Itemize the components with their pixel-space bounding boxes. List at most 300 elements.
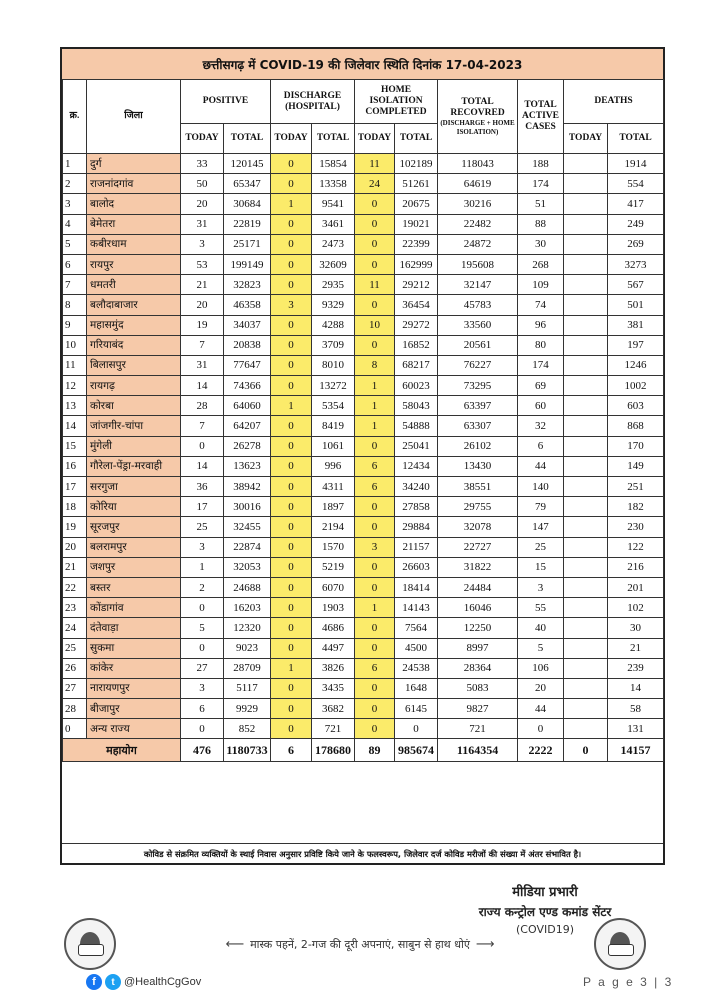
cell-death-today bbox=[564, 699, 608, 719]
cell-active: 20 bbox=[518, 678, 564, 698]
table-row bbox=[63, 618, 664, 638]
cell-dis-today: 0 bbox=[271, 497, 312, 517]
cell-hi-today: 6 bbox=[355, 658, 395, 678]
table-row bbox=[63, 234, 664, 254]
cell-recovered: 76227 bbox=[438, 355, 518, 375]
table-row bbox=[63, 658, 664, 678]
header-deaths: DEATHS bbox=[564, 80, 664, 124]
total-death-total: 14157 bbox=[608, 739, 664, 762]
header-home-isolation: HOME ISOLATION COMPLETED bbox=[355, 80, 438, 124]
cell-recovered: 31822 bbox=[438, 557, 518, 577]
row-district: कबीरधाम bbox=[87, 234, 181, 254]
cell-active: 5 bbox=[518, 638, 564, 658]
row-district: सुकमा bbox=[87, 638, 181, 658]
cell-death-today bbox=[564, 254, 608, 274]
cell-active: 44 bbox=[518, 699, 564, 719]
row-district: कांकेर bbox=[87, 658, 181, 678]
cell-hi-today: 0 bbox=[355, 517, 395, 537]
header-total-recovered bbox=[438, 80, 518, 154]
cell-dis-today: 0 bbox=[271, 416, 312, 436]
table-row bbox=[63, 638, 664, 658]
cell-dis-today: 0 bbox=[271, 598, 312, 618]
cell-death-today bbox=[564, 275, 608, 295]
cell-death-today bbox=[564, 598, 608, 618]
cell-death-total: 230 bbox=[608, 517, 664, 537]
cell-hi-total: 24538 bbox=[395, 658, 438, 678]
cell-pos-today: 14 bbox=[181, 456, 224, 476]
cell-pos-today: 28 bbox=[181, 396, 224, 416]
row-sno: 9 bbox=[63, 315, 87, 335]
cell-pos-total: 25171 bbox=[224, 234, 271, 254]
cell-dis-total: 3461 bbox=[312, 214, 355, 234]
cell-recovered: 33560 bbox=[438, 315, 518, 335]
cell-dis-today: 0 bbox=[271, 315, 312, 335]
arrow-right-icon: ⟶ bbox=[475, 936, 495, 952]
cell-death-today bbox=[564, 234, 608, 254]
cell-dis-total: 4686 bbox=[312, 618, 355, 638]
cell-hi-total: 29884 bbox=[395, 517, 438, 537]
header-positive: POSITIVE bbox=[181, 80, 271, 124]
cell-pos-total: 38942 bbox=[224, 477, 271, 497]
cell-death-today bbox=[564, 355, 608, 375]
cell-death-today bbox=[564, 719, 608, 739]
cell-pos-today: 7 bbox=[181, 416, 224, 436]
cell-death-today bbox=[564, 658, 608, 678]
cell-death-today bbox=[564, 678, 608, 698]
row-district: सरगुजा bbox=[87, 477, 181, 497]
cell-death-total: 30 bbox=[608, 618, 664, 638]
row-sno: 14 bbox=[63, 416, 87, 436]
cell-hi-today: 0 bbox=[355, 194, 395, 214]
cell-death-total: 381 bbox=[608, 315, 664, 335]
cell-hi-today: 1 bbox=[355, 598, 395, 618]
cell-pos-today: 19 bbox=[181, 315, 224, 335]
cell-recovered: 721 bbox=[438, 719, 518, 739]
grand-total-label: महायोग bbox=[63, 739, 181, 762]
cell-active: 147 bbox=[518, 517, 564, 537]
cell-active: 3 bbox=[518, 577, 564, 597]
cell-hi-today: 0 bbox=[355, 699, 395, 719]
cell-hi-today: 6 bbox=[355, 477, 395, 497]
cell-death-total: 182 bbox=[608, 497, 664, 517]
cell-hi-total: 36454 bbox=[395, 295, 438, 315]
cell-hi-today: 10 bbox=[355, 315, 395, 335]
cell-death-total: 567 bbox=[608, 275, 664, 295]
cell-pos-today: 20 bbox=[181, 295, 224, 315]
table-row bbox=[63, 436, 664, 456]
row-district: नारायणपुर bbox=[87, 678, 181, 698]
cell-pos-total: 32823 bbox=[224, 275, 271, 295]
row-district: सूरजपुर bbox=[87, 517, 181, 537]
cell-dis-total: 5354 bbox=[312, 396, 355, 416]
cell-hi-today: 6 bbox=[355, 456, 395, 476]
cell-hi-total: 16852 bbox=[395, 335, 438, 355]
cell-active: 32 bbox=[518, 416, 564, 436]
cell-pos-today: 21 bbox=[181, 275, 224, 295]
cell-hi-total: 4500 bbox=[395, 638, 438, 658]
cell-pos-total: 30016 bbox=[224, 497, 271, 517]
cell-death-today bbox=[564, 537, 608, 557]
mask-face-icon bbox=[64, 918, 116, 970]
row-district: गौरेला-पेंड्रा-मरवाही bbox=[87, 456, 181, 476]
cell-dis-total: 4311 bbox=[312, 477, 355, 497]
cell-death-total: 239 bbox=[608, 658, 664, 678]
facebook-icon[interactable]: f bbox=[86, 974, 102, 990]
cell-dis-total: 2473 bbox=[312, 234, 355, 254]
cell-death-today bbox=[564, 376, 608, 396]
cell-dis-total: 9329 bbox=[312, 295, 355, 315]
cell-active: 25 bbox=[518, 537, 564, 557]
header-sno: क्र. bbox=[63, 80, 87, 154]
row-sno: 3 bbox=[63, 194, 87, 214]
cell-dis-total: 4497 bbox=[312, 638, 355, 658]
header-active: TOTAL ACTIVE CASES bbox=[518, 80, 564, 154]
media-line2: राज्य कन्ट्रोल एण्ड कमांड सेंटर bbox=[478, 905, 612, 919]
twitter-icon[interactable]: t bbox=[105, 974, 121, 990]
cell-dis-total: 1570 bbox=[312, 537, 355, 557]
cell-dis-total: 3709 bbox=[312, 335, 355, 355]
cell-active: 40 bbox=[518, 618, 564, 638]
cell-pos-total: 28709 bbox=[224, 658, 271, 678]
row-sno: 22 bbox=[63, 577, 87, 597]
media-line3: (COVID19) bbox=[516, 923, 574, 936]
row-district: जांजगीर-चांपा bbox=[87, 416, 181, 436]
cell-active: 109 bbox=[518, 275, 564, 295]
row-sno: 26 bbox=[63, 658, 87, 678]
cell-dis-today: 0 bbox=[271, 638, 312, 658]
cell-pos-today: 14 bbox=[181, 376, 224, 396]
cell-dis-today: 0 bbox=[271, 214, 312, 234]
cell-hi-total: 14143 bbox=[395, 598, 438, 618]
cell-dis-today: 0 bbox=[271, 376, 312, 396]
row-district: बलौदाबाजार bbox=[87, 295, 181, 315]
cell-pos-today: 5 bbox=[181, 618, 224, 638]
cell-hi-today: 11 bbox=[355, 275, 395, 295]
cell-pos-total: 30684 bbox=[224, 194, 271, 214]
cell-pos-today: 17 bbox=[181, 497, 224, 517]
cell-hi-total: 29212 bbox=[395, 275, 438, 295]
cell-dis-total: 13272 bbox=[312, 376, 355, 396]
table-row bbox=[63, 295, 664, 315]
table-row bbox=[63, 275, 664, 295]
cell-hi-total: 102189 bbox=[395, 154, 438, 174]
cell-pos-today: 0 bbox=[181, 436, 224, 456]
table-row bbox=[63, 154, 664, 174]
cell-pos-today: 27 bbox=[181, 658, 224, 678]
cell-death-total: 131 bbox=[608, 719, 664, 739]
cell-hi-today: 0 bbox=[355, 618, 395, 638]
header-district: जिला bbox=[87, 80, 181, 154]
cell-recovered: 32078 bbox=[438, 517, 518, 537]
cell-death-today bbox=[564, 295, 608, 315]
social-handle-text[interactable]: @HealthCgGov bbox=[124, 976, 202, 988]
cell-pos-total: 46358 bbox=[224, 295, 271, 315]
cell-hi-today: 0 bbox=[355, 557, 395, 577]
cell-dis-total: 2935 bbox=[312, 275, 355, 295]
cell-dis-total: 2194 bbox=[312, 517, 355, 537]
cell-death-today bbox=[564, 517, 608, 537]
cell-pos-total: 199149 bbox=[224, 254, 271, 274]
row-sno: 4 bbox=[63, 214, 87, 234]
total-active: 2222 bbox=[518, 739, 564, 762]
cell-death-today bbox=[564, 396, 608, 416]
table-row bbox=[63, 497, 664, 517]
cell-dis-today: 0 bbox=[271, 537, 312, 557]
cell-pos-total: 20838 bbox=[224, 335, 271, 355]
header-pos-today: TODAY bbox=[181, 124, 224, 154]
cell-recovered: 73295 bbox=[438, 376, 518, 396]
cell-recovered: 13430 bbox=[438, 456, 518, 476]
cell-pos-total: 16203 bbox=[224, 598, 271, 618]
cell-hi-total: 12434 bbox=[395, 456, 438, 476]
cell-hi-total: 29272 bbox=[395, 315, 438, 335]
header-hi-today: TODAY bbox=[355, 124, 395, 154]
cell-pos-total: 64207 bbox=[224, 416, 271, 436]
cell-recovered: 38551 bbox=[438, 477, 518, 497]
cell-pos-today: 33 bbox=[181, 154, 224, 174]
cell-death-total: 249 bbox=[608, 214, 664, 234]
cell-death-total: 21 bbox=[608, 638, 664, 658]
row-sno: 28 bbox=[63, 699, 87, 719]
cell-active: 79 bbox=[518, 497, 564, 517]
media-line1: मीडिया प्रभारी bbox=[512, 885, 578, 900]
row-sno: 20 bbox=[63, 537, 87, 557]
district-covid-table bbox=[62, 79, 664, 762]
header-discharge: DISCHARGE (HOSPITAL) bbox=[271, 80, 355, 124]
total-hi-today: 89 bbox=[355, 739, 395, 762]
cell-hi-today: 0 bbox=[355, 678, 395, 698]
cell-death-total: 216 bbox=[608, 557, 664, 577]
row-sno: 17 bbox=[63, 477, 87, 497]
cell-pos-total: 74366 bbox=[224, 376, 271, 396]
cell-death-total: 1914 bbox=[608, 154, 664, 174]
cell-hi-today: 3 bbox=[355, 537, 395, 557]
table-row bbox=[63, 719, 664, 739]
cell-dis-total: 8419 bbox=[312, 416, 355, 436]
cell-dis-total: 1903 bbox=[312, 598, 355, 618]
cell-hi-today: 0 bbox=[355, 719, 395, 739]
cell-dis-today: 0 bbox=[271, 678, 312, 698]
cell-death-total: 417 bbox=[608, 194, 664, 214]
cell-active: 30 bbox=[518, 234, 564, 254]
cell-dis-today: 0 bbox=[271, 154, 312, 174]
row-district: बिलासपुर bbox=[87, 355, 181, 375]
page-number: P a g e 3 | 3 bbox=[583, 975, 674, 989]
cell-dis-today: 0 bbox=[271, 335, 312, 355]
row-sno: 1 bbox=[63, 154, 87, 174]
cell-dis-total: 4288 bbox=[312, 315, 355, 335]
row-district: रायगढ़ bbox=[87, 376, 181, 396]
cell-death-today bbox=[564, 557, 608, 577]
cell-hi-total: 162999 bbox=[395, 254, 438, 274]
table-row bbox=[63, 194, 664, 214]
grand-total-row bbox=[63, 739, 664, 762]
cell-recovered: 24484 bbox=[438, 577, 518, 597]
cell-pos-today: 3 bbox=[181, 537, 224, 557]
header-total-recovered-label: TOTAL RECOVRED bbox=[450, 96, 505, 118]
cell-death-total: 868 bbox=[608, 416, 664, 436]
cell-dis-today: 0 bbox=[271, 275, 312, 295]
cell-active: 74 bbox=[518, 295, 564, 315]
cell-pos-today: 3 bbox=[181, 234, 224, 254]
cell-hi-total: 0 bbox=[395, 719, 438, 739]
cell-hi-today: 0 bbox=[355, 214, 395, 234]
cell-recovered: 5083 bbox=[438, 678, 518, 698]
cell-hi-total: 22399 bbox=[395, 234, 438, 254]
cell-recovered: 28364 bbox=[438, 658, 518, 678]
total-pos-today: 476 bbox=[181, 739, 224, 762]
cell-death-today bbox=[564, 456, 608, 476]
cell-pos-total: 32455 bbox=[224, 517, 271, 537]
cell-hi-total: 60023 bbox=[395, 376, 438, 396]
table-row bbox=[63, 557, 664, 577]
header-total-recovered-sub: (DISCHARGE + HOME ISOLATION) bbox=[440, 118, 515, 136]
cell-dis-today: 0 bbox=[271, 618, 312, 638]
cell-dis-total: 1061 bbox=[312, 436, 355, 456]
row-sno: 23 bbox=[63, 598, 87, 618]
cell-hi-total: 54888 bbox=[395, 416, 438, 436]
cell-recovered: 32147 bbox=[438, 275, 518, 295]
cell-hi-today: 0 bbox=[355, 638, 395, 658]
slogan-text: मास्क पहनें, 2-गज की दूरी अपनाएं, साबुन से हाथ धोएं bbox=[250, 937, 470, 951]
cell-active: 15 bbox=[518, 557, 564, 577]
safety-slogan bbox=[135, 935, 585, 953]
cell-recovered: 64619 bbox=[438, 174, 518, 194]
row-district: गरियाबंद bbox=[87, 335, 181, 355]
row-sno: 13 bbox=[63, 396, 87, 416]
report-title: छत्तीसगढ़ में COVID-19 की जिलेवार स्थिति दिनांक 17-04-2023 bbox=[62, 49, 663, 80]
cell-pos-total: 120145 bbox=[224, 154, 271, 174]
cell-active: 60 bbox=[518, 396, 564, 416]
cell-death-today bbox=[564, 497, 608, 517]
cell-hi-total: 26603 bbox=[395, 557, 438, 577]
cell-recovered: 63307 bbox=[438, 416, 518, 436]
cell-dis-today: 0 bbox=[271, 174, 312, 194]
total-pos-total: 1180733 bbox=[224, 739, 271, 762]
cell-hi-today: 1 bbox=[355, 396, 395, 416]
cell-hi-today: 8 bbox=[355, 355, 395, 375]
table-row bbox=[63, 214, 664, 234]
cell-death-today bbox=[564, 194, 608, 214]
row-sno: 6 bbox=[63, 254, 87, 274]
cell-death-total: 149 bbox=[608, 456, 664, 476]
cell-death-total: 3273 bbox=[608, 254, 664, 274]
cell-dis-today: 1 bbox=[271, 194, 312, 214]
cell-death-today bbox=[564, 154, 608, 174]
row-sno: 7 bbox=[63, 275, 87, 295]
cell-death-today bbox=[564, 577, 608, 597]
cell-recovered: 9827 bbox=[438, 699, 518, 719]
row-sno: 18 bbox=[63, 497, 87, 517]
cell-death-total: 102 bbox=[608, 598, 664, 618]
header-hi-total: TOTAL bbox=[395, 124, 438, 154]
social-handle[interactable] bbox=[86, 974, 201, 990]
cell-dis-today: 0 bbox=[271, 557, 312, 577]
row-sno: 25 bbox=[63, 638, 87, 658]
cell-hi-today: 24 bbox=[355, 174, 395, 194]
cell-hi-total: 7564 bbox=[395, 618, 438, 638]
header-pos-total: TOTAL bbox=[224, 124, 271, 154]
cell-recovered: 8997 bbox=[438, 638, 518, 658]
row-district: दंतेवाड़ा bbox=[87, 618, 181, 638]
row-sno: 0 bbox=[63, 719, 87, 739]
row-district: कोरिया bbox=[87, 497, 181, 517]
cell-pos-today: 20 bbox=[181, 194, 224, 214]
total-death-today: 0 bbox=[564, 739, 608, 762]
cell-dis-today: 0 bbox=[271, 234, 312, 254]
table-row bbox=[63, 477, 664, 497]
total-recovered: 1164354 bbox=[438, 739, 518, 762]
header-death-total: TOTAL bbox=[608, 124, 664, 154]
cell-pos-today: 2 bbox=[181, 577, 224, 597]
cell-active: 69 bbox=[518, 376, 564, 396]
cell-recovered: 16046 bbox=[438, 598, 518, 618]
table-row bbox=[63, 416, 664, 436]
cell-death-total: 122 bbox=[608, 537, 664, 557]
table-row bbox=[63, 598, 664, 618]
cell-death-total: 1246 bbox=[608, 355, 664, 375]
cell-recovered: 118043 bbox=[438, 154, 518, 174]
cell-pos-today: 6 bbox=[181, 699, 224, 719]
cell-death-today bbox=[564, 174, 608, 194]
table-row bbox=[63, 254, 664, 274]
cell-death-today bbox=[564, 335, 608, 355]
cell-recovered: 22727 bbox=[438, 537, 518, 557]
row-sno: 12 bbox=[63, 376, 87, 396]
row-sno: 11 bbox=[63, 355, 87, 375]
table-row bbox=[63, 396, 664, 416]
cell-dis-today: 0 bbox=[271, 355, 312, 375]
cell-pos-total: 9929 bbox=[224, 699, 271, 719]
cell-dis-today: 3 bbox=[271, 295, 312, 315]
cell-pos-total: 65347 bbox=[224, 174, 271, 194]
cell-pos-total: 34037 bbox=[224, 315, 271, 335]
cell-hi-today: 0 bbox=[355, 254, 395, 274]
cell-dis-today: 0 bbox=[271, 456, 312, 476]
cell-active: 96 bbox=[518, 315, 564, 335]
arrow-left-icon: ⟵ bbox=[225, 936, 245, 952]
cell-dis-today: 1 bbox=[271, 658, 312, 678]
row-district: बस्तर bbox=[87, 577, 181, 597]
cell-death-total: 554 bbox=[608, 174, 664, 194]
cell-death-total: 201 bbox=[608, 577, 664, 597]
row-district: राजनांदगांव bbox=[87, 174, 181, 194]
cell-dis-today: 0 bbox=[271, 254, 312, 274]
cell-pos-total: 13623 bbox=[224, 456, 271, 476]
cell-pos-total: 852 bbox=[224, 719, 271, 739]
cell-hi-total: 27858 bbox=[395, 497, 438, 517]
row-district: जशपुर bbox=[87, 557, 181, 577]
cell-dis-total: 6070 bbox=[312, 577, 355, 597]
cell-hi-today: 0 bbox=[355, 436, 395, 456]
cell-hi-today: 0 bbox=[355, 335, 395, 355]
header-death-today: TODAY bbox=[564, 124, 608, 154]
cell-pos-total: 32053 bbox=[224, 557, 271, 577]
cell-pos-today: 36 bbox=[181, 477, 224, 497]
cell-pos-total: 77647 bbox=[224, 355, 271, 375]
row-district: दुर्ग bbox=[87, 154, 181, 174]
cell-dis-total: 13358 bbox=[312, 174, 355, 194]
cell-pos-today: 7 bbox=[181, 335, 224, 355]
cell-pos-today: 31 bbox=[181, 214, 224, 234]
cell-active: 6 bbox=[518, 436, 564, 456]
cell-pos-total: 5117 bbox=[224, 678, 271, 698]
cell-pos-today: 0 bbox=[181, 598, 224, 618]
cell-pos-total: 64060 bbox=[224, 396, 271, 416]
cell-death-total: 501 bbox=[608, 295, 664, 315]
cell-death-today bbox=[564, 618, 608, 638]
table-body bbox=[63, 154, 664, 739]
